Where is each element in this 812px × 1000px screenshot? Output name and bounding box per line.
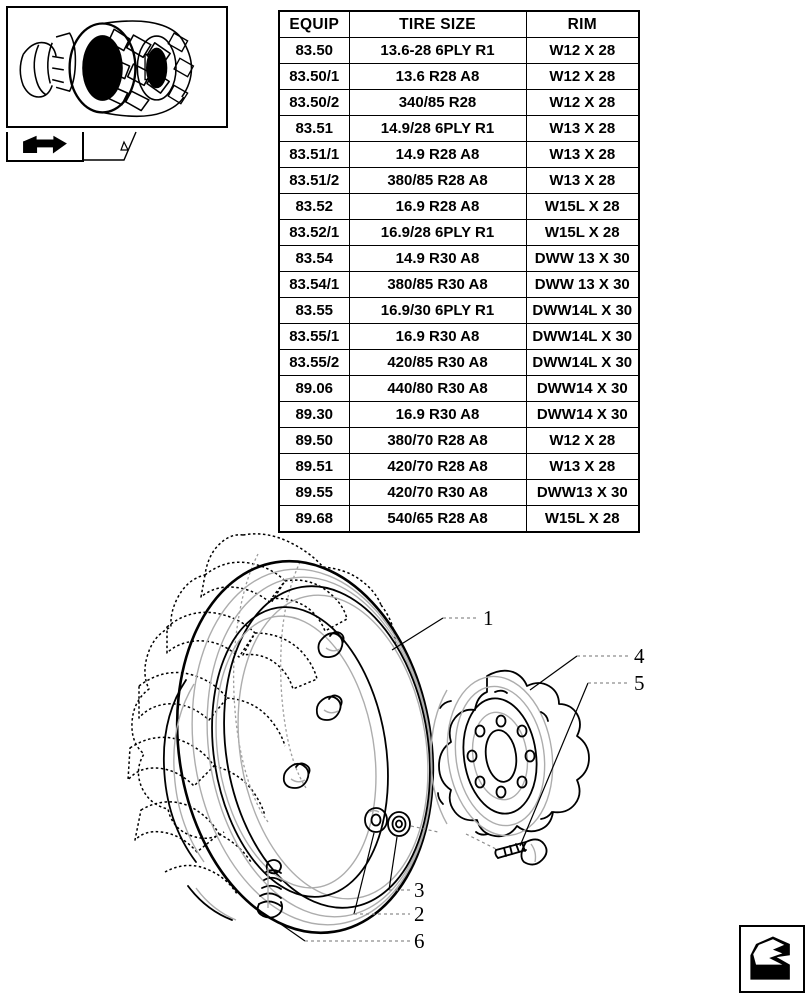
callout-leader-5 <box>520 683 588 846</box>
arrow-marker-icon <box>8 132 82 160</box>
cell-rim: DWW14L X 30 <box>526 350 639 376</box>
column-header-equip: EQUIP <box>279 11 349 38</box>
rear-wheel-thumbnail-illustration <box>8 8 226 126</box>
table-row <box>279 324 639 350</box>
cell-equip: 83.51/2 <box>279 168 349 194</box>
cell-rim: W12 X 28 <box>526 64 639 90</box>
cell-equip: 83.54 <box>279 246 349 272</box>
cell-rim: W12 X 28 <box>526 38 639 64</box>
callout-label-3: 3 <box>414 878 425 902</box>
cell-rim: DWW14L X 30 <box>526 298 639 324</box>
cell-rim: W13 X 28 <box>526 168 639 194</box>
cell-tire-size: 340/85 R28 <box>349 90 526 116</box>
cell-equip: 83.55/1 <box>279 324 349 350</box>
tire-spec-table <box>278 10 640 533</box>
cell-tire-size: 380/85 R30 A8 <box>349 272 526 298</box>
table-row <box>279 298 639 324</box>
cell-tire-size: 380/70 R28 A8 <box>349 428 526 454</box>
cell-equip: 83.51 <box>279 116 349 142</box>
cell-tire-size: 13.6-28 6PLY R1 <box>349 38 526 64</box>
cell-rim: DWW14L X 30 <box>526 324 639 350</box>
wheel-rim <box>151 543 458 952</box>
callout-label-4: 4 <box>634 644 645 668</box>
cell-rim: W15L X 28 <box>526 506 639 533</box>
cell-equip: 83.50 <box>279 38 349 64</box>
callout-label-5: 5 <box>634 671 645 695</box>
rear-wheel-thumbnail-panel <box>6 6 228 128</box>
table-header-row <box>279 11 639 38</box>
cell-rim: DWW 13 X 30 <box>526 272 639 298</box>
wheel-disc-hub <box>431 670 589 843</box>
table-row <box>279 402 639 428</box>
cell-tire-size: 13.6 R28 A8 <box>349 64 526 90</box>
cell-equip: 83.51/1 <box>279 142 349 168</box>
rim-clamp-2 <box>317 695 342 720</box>
corner-arrow-marker-box <box>739 925 805 993</box>
thumbnail-marker-leader <box>84 132 144 162</box>
table-row <box>279 272 639 298</box>
cell-rim: DWW13 X 30 <box>526 480 639 506</box>
cell-equip: 83.54/1 <box>279 272 349 298</box>
table-row <box>279 90 639 116</box>
cell-rim: W12 X 28 <box>526 428 639 454</box>
cell-tire-size: 14.9 R28 A8 <box>349 142 526 168</box>
cell-tire-size: 16.9/30 6PLY R1 <box>349 298 526 324</box>
cell-rim: DWW14 X 30 <box>526 376 639 402</box>
table-row <box>279 194 639 220</box>
table-row <box>279 220 639 246</box>
cell-equip: 89.55 <box>279 480 349 506</box>
cell-equip: 89.06 <box>279 376 349 402</box>
cell-tire-size: 16.9 R30 A8 <box>349 402 526 428</box>
cell-tire-size: 420/70 R28 A8 <box>349 454 526 480</box>
table-body <box>279 38 639 533</box>
table-row <box>279 142 639 168</box>
table-row <box>279 64 639 90</box>
cell-rim: W12 X 28 <box>526 90 639 116</box>
table-row <box>279 38 639 64</box>
callout-label-2: 2 <box>414 902 425 926</box>
table-row <box>279 376 639 402</box>
thumbnail-arrow-marker-box <box>6 132 84 162</box>
nut-part <box>388 812 410 836</box>
cell-rim: DWW 13 X 30 <box>526 246 639 272</box>
cell-equip: 83.55/2 <box>279 350 349 376</box>
cell-rim: W13 X 28 <box>526 116 639 142</box>
rim-clamp-3 <box>284 763 310 788</box>
callout-label-6: 6 <box>414 929 425 953</box>
cell-equip: 89.50 <box>279 428 349 454</box>
table-row <box>279 350 639 376</box>
tire-hub-opening <box>82 35 123 101</box>
table-row <box>279 454 639 480</box>
cell-tire-size: 420/70 R30 A8 <box>349 480 526 506</box>
callout-leader-4 <box>530 656 577 690</box>
cell-tire-size: 16.9 R28 A8 <box>349 194 526 220</box>
column-header-rim: RIM <box>526 11 639 38</box>
rear-wheel-exploded-diagram <box>0 490 812 1000</box>
cell-rim: W15L X 28 <box>526 220 639 246</box>
cell-equip: 89.68 <box>279 506 349 533</box>
cell-equip: 83.52 <box>279 194 349 220</box>
callout-leader-1 <box>392 618 443 650</box>
cell-tire-size: 540/65 R28 A8 <box>349 506 526 533</box>
arrow-marker-icon <box>741 927 803 991</box>
cell-equip: 83.50/2 <box>279 90 349 116</box>
callout-label-1: 1 <box>483 606 494 630</box>
table-row <box>279 246 639 272</box>
cell-rim: W15L X 28 <box>526 194 639 220</box>
cell-rim: DWW14 X 30 <box>526 402 639 428</box>
table-row <box>279 168 639 194</box>
cell-equip: 83.50/1 <box>279 64 349 90</box>
cell-tire-size: 380/85 R28 A8 <box>349 168 526 194</box>
cell-tire-size: 440/80 R30 A8 <box>349 376 526 402</box>
cell-tire-size: 14.9 R30 A8 <box>349 246 526 272</box>
cell-rim: W13 X 28 <box>526 142 639 168</box>
cell-tire-size: 14.9/28 6PLY R1 <box>349 116 526 142</box>
cell-equip: 83.52/1 <box>279 220 349 246</box>
cell-tire-size: 16.9 R30 A8 <box>349 324 526 350</box>
column-header-tire-size: TIRE SIZE <box>349 11 526 38</box>
cell-equip: 83.55 <box>279 298 349 324</box>
table-row <box>279 116 639 142</box>
cell-rim: W13 X 28 <box>526 454 639 480</box>
cell-equip: 89.30 <box>279 402 349 428</box>
cell-tire-size: 16.9/28 6PLY R1 <box>349 220 526 246</box>
cell-tire-size: 420/85 R30 A8 <box>349 350 526 376</box>
table-row <box>279 428 639 454</box>
tire-spec-table-container <box>278 10 638 533</box>
cell-equip: 89.51 <box>279 454 349 480</box>
